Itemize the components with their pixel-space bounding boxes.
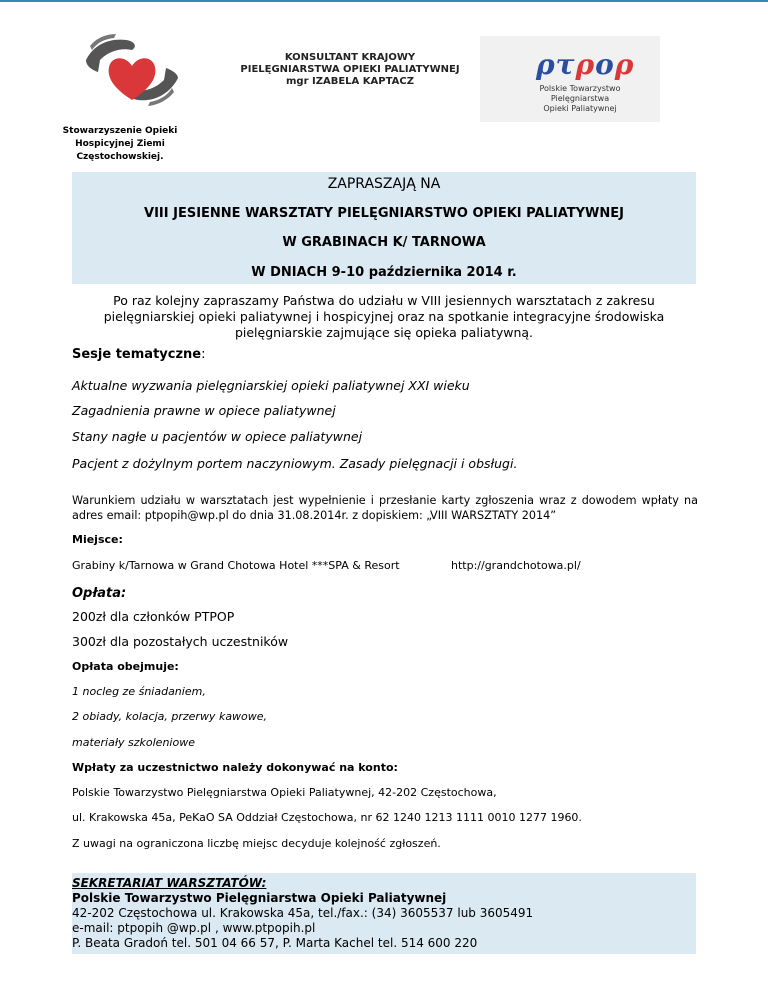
payment-line-2: ul. Krakowska 45a, PeKaO SA Oddział Częstochowa, nr 62 1240 1213 1111 0010 1277 1960. (72, 811, 582, 824)
hands-heart-icon (80, 26, 184, 116)
venue-text: Grabiny k/Tarnowa w Grand Chotowa Hotel ***SPA & Resort (72, 559, 400, 572)
sessions-heading-label: Sesje tematyczne (72, 347, 202, 362)
fee-includes-heading: Opłata obejmuje: (72, 660, 179, 673)
ptpop-logo-name (520, 84, 640, 114)
secretariat-org: Polskie Towarzystwo Pielęgniarstwa Opieki Paliatywnej (72, 891, 447, 905)
fee-include-item: materiały szkoleniowe (72, 736, 195, 749)
title-box (72, 172, 696, 284)
top-rule (0, 0, 768, 2)
condition-paragraph: Warunkiem udziału w warsztatach jest wypełnienie i przesłanie karty zgłoszenia wraz z dowodem wpłaty na adres email: ptpopih@wp.pl do dnia 31.08.2014r. z dopiskiem: „VIII WARSZTATY 2014” (72, 494, 698, 522)
consultant-line-1: KONSULTANT KRAJOWY (284, 52, 416, 63)
event-title: VIII JESIENNE WARSZTATY PIELĘGNIARSTWO OPIEKI PALIATYWNEJ (144, 206, 624, 221)
fee-include-item: 1 nocleg ze śniadaniem, (72, 685, 206, 698)
fee-include-item: 2 obiady, kolacja, przerwy kawowe, (72, 710, 268, 723)
hospice-logo (80, 26, 184, 116)
fee-members: 200zł dla członków PTPOP (72, 609, 235, 624)
payment-note: Z uwagi na ograniczona liczbę miejsc decyduje kolejność zgłoszeń. (72, 837, 441, 850)
society-name (62, 125, 178, 164)
invite-line: ZAPRASZAJĄ NA (327, 176, 441, 192)
sessions-heading-colon: : (201, 347, 206, 362)
session-item: Aktualne wyzwania pielęgniarskiej opieki paliatywnej XXI wieku (72, 378, 470, 393)
venue-url-link[interactable]: http://grandchotowa.pl/ (451, 559, 581, 572)
session-item: Stany nagłe u pacjentów w opiece paliatywnej (72, 429, 363, 444)
event-dates: W DNIACH 9-10 października 2014 r. (251, 265, 517, 280)
intro-paragraph: Po raz kolejny zapraszamy Państwa do udziału w VIII jesiennych warsztatach z zakresu pielęgniarskiej opieki paliatywnej i hospicyjnej oraz na spotkanie integracyjne środowiska pielęgniarskie zajmujące się opieka paliatywną. (103, 293, 665, 340)
fee-heading: Opłata: (72, 586, 127, 601)
payment-line-1: Polskie Towarzystwo Pielęgniarstwa Opieki Paliatywnej, 42-202 Częstochowa, (72, 786, 497, 799)
ptpop-name-line-1: Polskie Towarzystwo (539, 84, 621, 93)
ptpop-name-line-2: Pielęgniarstwa (550, 94, 610, 103)
session-item: Zagadnienia prawne w opiece paliatywnej (72, 403, 336, 418)
consultant-line-2: PIELĘGNIARSTWA OPIEKI PALIATYWNEJ (240, 64, 460, 75)
venue-heading: Miejsce: (72, 533, 123, 546)
secretariat-email: e-mail: ptpopih @wp.pl , www.ptpopih.pl (72, 921, 316, 935)
secretariat-contacts: P. Beata Gradoń tel. 501 04 66 57, P. Marta Kachel tel. 514 600 220 (72, 936, 478, 950)
secretariat-address: 42-202 Częstochowa ul. Krakowska 45a, tel./fax.: (34) 3605537 lub 3605491 (72, 906, 534, 920)
society-line-1: Stowarzyszenie Opieki (62, 126, 178, 136)
society-line-2: Hospicyjnej Ziemi (75, 139, 165, 149)
ptpop-name-line-3: Opieki Paliatywnej (543, 104, 617, 113)
sessions-heading (72, 347, 206, 362)
secretariat-heading: SEKRETARIAT WARSZTATÓW: (72, 876, 267, 890)
consultant-line-3: mgr IZABELA KAPTACZ (286, 76, 414, 87)
consultant-block (200, 52, 500, 88)
secretariat-box (72, 873, 696, 954)
society-line-3: Częstochowskiej. (76, 152, 164, 162)
fee-others: 300zł dla pozostałych uczestników (72, 634, 289, 649)
ptpop-logo-mark: ρτρορ (536, 48, 635, 81)
session-item: Pacjent z dożylnym portem naczyniowym. Zasady pielęgnacji i obsługi. (72, 456, 518, 471)
event-place: W GRABINACH K/ TARNOWA (282, 235, 486, 250)
ptpop-logo (480, 36, 660, 122)
payment-heading: Wpłaty za uczestnictwo należy dokonywać na konto: (72, 761, 398, 774)
